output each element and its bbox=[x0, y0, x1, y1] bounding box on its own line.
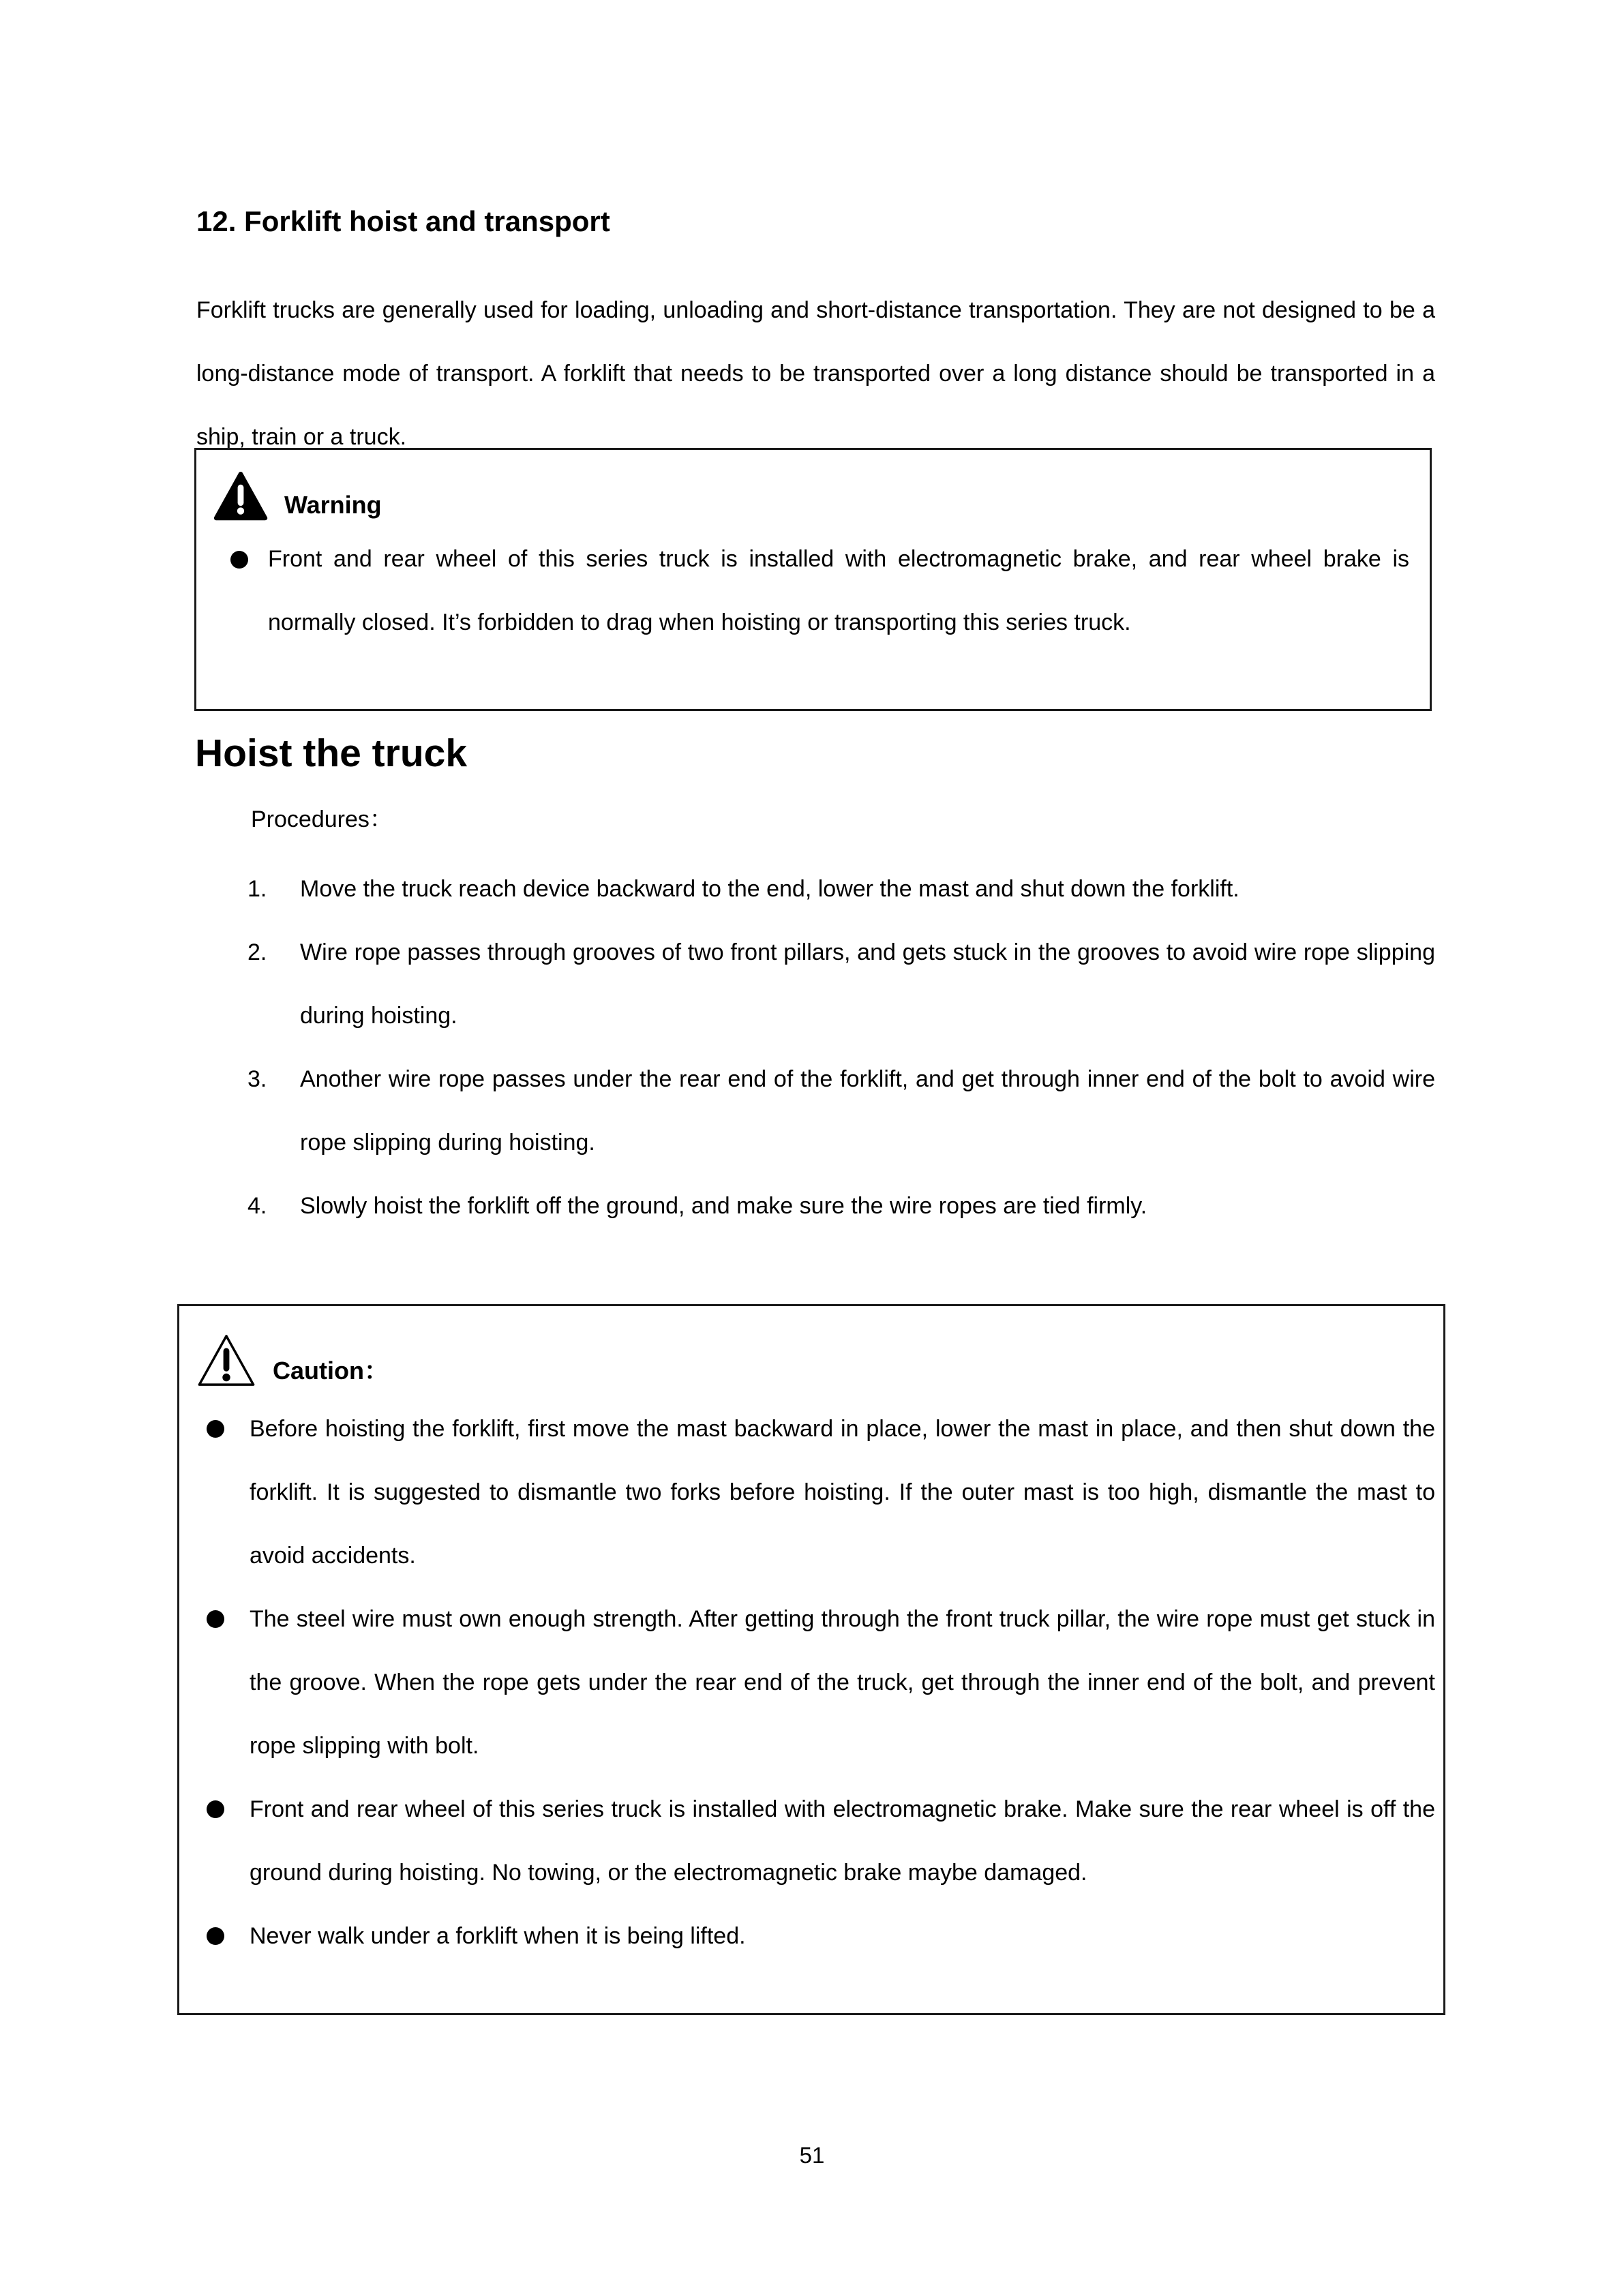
warning-item bbox=[213, 528, 1409, 654]
step-number: 1. bbox=[247, 876, 267, 902]
bullet-marker-icon bbox=[230, 551, 248, 569]
caution-box bbox=[177, 1304, 1445, 2015]
caution-items bbox=[196, 1398, 1435, 1968]
procedures-list bbox=[247, 858, 1435, 1238]
bullet-marker-icon bbox=[207, 1420, 224, 1438]
step-text: Move the truck reach device backward to the end, lower the mast and shut down the forklift. bbox=[300, 876, 1239, 902]
hoist-heading: Hoist the truck bbox=[195, 731, 468, 775]
caution-box-header bbox=[196, 1317, 1435, 1388]
step-text: Wire rope passes through grooves of two front pillars, and gets stuck in the grooves to avoid wire rope slipping during hoisting. bbox=[300, 939, 1435, 1029]
step-row bbox=[247, 1048, 1435, 1175]
step-number: 4. bbox=[247, 1193, 267, 1219]
caution-item bbox=[196, 1778, 1435, 1905]
caution-item-text: Never walk under a forklift when it is being lifted. bbox=[250, 1923, 746, 1949]
caution-item-text: Before hoisting the forklift, first move the mast backward in place, lower the mast in place, and then shut down the forklift. It is suggested to dismantle two forks before hoisting. If the outer mast is too high, dismantle the mast to avoid accidents. bbox=[250, 1416, 1435, 1569]
step-row bbox=[247, 1175, 1435, 1238]
bullet-marker-icon bbox=[207, 1610, 224, 1628]
step-row bbox=[247, 921, 1435, 1048]
section-title: 12. Forklift hoist and transport bbox=[196, 205, 610, 237]
step-number: 3. bbox=[247, 1066, 267, 1092]
warning-icon bbox=[213, 470, 268, 522]
warning-title: Warning bbox=[284, 491, 382, 519]
bullet-marker-icon bbox=[207, 1800, 224, 1818]
caution-item bbox=[196, 1588, 1435, 1778]
caution-icon bbox=[196, 1332, 256, 1388]
step-text: Slowly hoist the forklift off the ground, and make sure the wire ropes are tied firmly. bbox=[300, 1193, 1147, 1219]
caution-title: Caution： bbox=[273, 1357, 389, 1385]
intro-paragraph: Forklift trucks are generally used for loading, unloading and short-distance transportation. They are not designed to be a long-distance mode of transport. A forklift that needs to be transported over a long distance should be transported in a ship, train or a truck. bbox=[196, 297, 1435, 450]
caution-item bbox=[196, 1398, 1435, 1588]
page-number: 51 bbox=[799, 2143, 825, 2168]
step-text: Another wire rope passes under the rear end of the forklift, and get through inner end of the bolt to avoid wire rope slipping during hoisting. bbox=[300, 1066, 1435, 1155]
caution-item bbox=[196, 1905, 1435, 1968]
procedures-label: Procedures： bbox=[251, 806, 393, 832]
warning-box bbox=[194, 448, 1432, 711]
caution-item-text: Front and rear wheel of this series truck is installed with electromagnetic brake. Make sure the rear wheel is off the ground during hoisting. No towing, or the electromagnetic brake maybe damaged. bbox=[250, 1796, 1435, 1886]
step-row bbox=[247, 858, 1435, 921]
warning-item-text: Front and rear wheel of this series truck is installed with electromagnetic brake, and rear wheel brake is normally closed. It’s forbidden to drag when hoisting or transporting this series truck. bbox=[268, 546, 1409, 635]
bullet-marker-icon bbox=[207, 1927, 224, 1945]
step-number: 2. bbox=[247, 939, 267, 965]
caution-item-text: The steel wire must own enough strength. After getting through the front truck pillar, the wire rope must get stuck in the groove. When the rope gets under the rear end of the truck, get through the inner end of the bolt, and prevent rope slipping with bolt. bbox=[250, 1606, 1435, 1759]
warning-box-header bbox=[213, 457, 1409, 522]
